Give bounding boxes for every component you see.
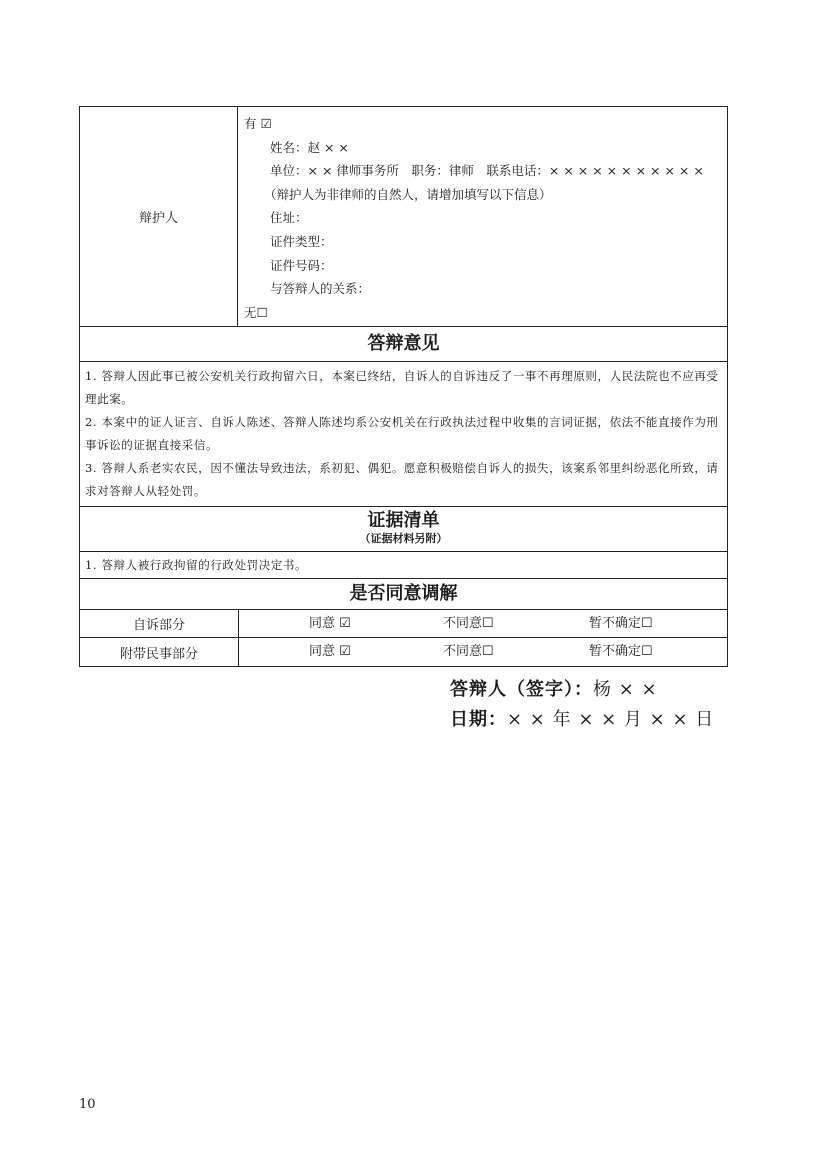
opinion-item: 3. 答辩人系老实农民，因不懂法导致违法，系初犯、偶犯。愿意积极赔偿自诉人的损失，该案系邻里纠纷恶化所致，请求对答辩人从轻处罚。 — [85, 461, 719, 499]
opinions-title: 答辩意见 — [367, 333, 440, 355]
opinion-item: 2. 本案中的证人证言、自诉人陈述、答辩人陈述均系公安机关在行政执法过程中收集的言词证据，依法不能直接作为刑事诉讼的证据直接采信。 — [85, 415, 719, 453]
opinion-item: 1. 答辩人因此事已被公安机关行政拘留六日，本案已终结，自诉人的自诉违反了一事不再理原则，人民法院也不应再受理此案。 — [85, 369, 719, 407]
mediation-options — [239, 610, 727, 637]
defender-address: 住址： — [270, 210, 308, 226]
defense-form — [79, 106, 728, 667]
date-value: × × 年 × × 月 × × 日 — [507, 709, 715, 730]
defender-note: （辩护人为非律师的自然人，请增加填写以下信息） — [264, 186, 552, 202]
agree-checkbox[interactable]: 同意 ☑ — [309, 616, 351, 632]
evidence-title-row — [80, 507, 727, 552]
defender-name: 姓名：赵 × × — [270, 139, 349, 155]
signature-line — [450, 675, 658, 701]
evidence-row — [80, 552, 727, 579]
opinions-title-row — [80, 327, 727, 362]
defender-none: 无☐ — [244, 304, 268, 320]
evidence-subtitle: （证据材料另附） — [359, 532, 448, 546]
date-label: 日期： — [450, 709, 507, 730]
defender-row — [80, 107, 727, 327]
undecided-checkbox[interactable]: 暂不确定☐ — [589, 616, 653, 632]
mediation-row-private — [80, 610, 727, 638]
mediation-row-civil — [80, 638, 727, 666]
defender-label: 辩护人 — [80, 107, 238, 326]
defender-unit: 单位：× × 律师事务所 职务：律师 联系电话：× × × × × × × × × × × — [270, 163, 704, 179]
undecided-checkbox[interactable]: 暂不确定☐ — [589, 644, 653, 660]
defender-details — [238, 107, 727, 326]
mediation-title-row — [80, 579, 727, 610]
disagree-checkbox[interactable]: 不同意☐ — [443, 616, 494, 632]
disagree-checkbox[interactable]: 不同意☐ — [443, 644, 494, 660]
evidence-item: 1. 答辩人被行政拘留的行政处罚决定书。 — [85, 558, 308, 573]
defender-has: 有 ☑ — [244, 116, 272, 131]
agree-checkbox[interactable]: 同意 ☑ — [309, 644, 351, 660]
page-number: 10 — [79, 1097, 96, 1112]
mediation-title: 是否同意调解 — [349, 583, 458, 605]
evidence-title: 证据清单 — [367, 510, 440, 532]
signature-value: 杨 × × — [593, 679, 658, 700]
defender-relation: 与答辩人的关系： — [270, 281, 371, 297]
opinions-row — [80, 362, 727, 507]
mediation-label: 附带民事部分 — [80, 638, 239, 666]
defender-id-number: 证件号码： — [270, 257, 333, 273]
signature-label: 答辩人（签字）： — [450, 679, 593, 700]
opinions-list — [80, 362, 727, 506]
mediation-options — [239, 638, 727, 666]
defender-id-type: 证件类型： — [270, 233, 333, 249]
date-line — [450, 705, 714, 731]
mediation-label: 自诉部分 — [80, 610, 239, 637]
